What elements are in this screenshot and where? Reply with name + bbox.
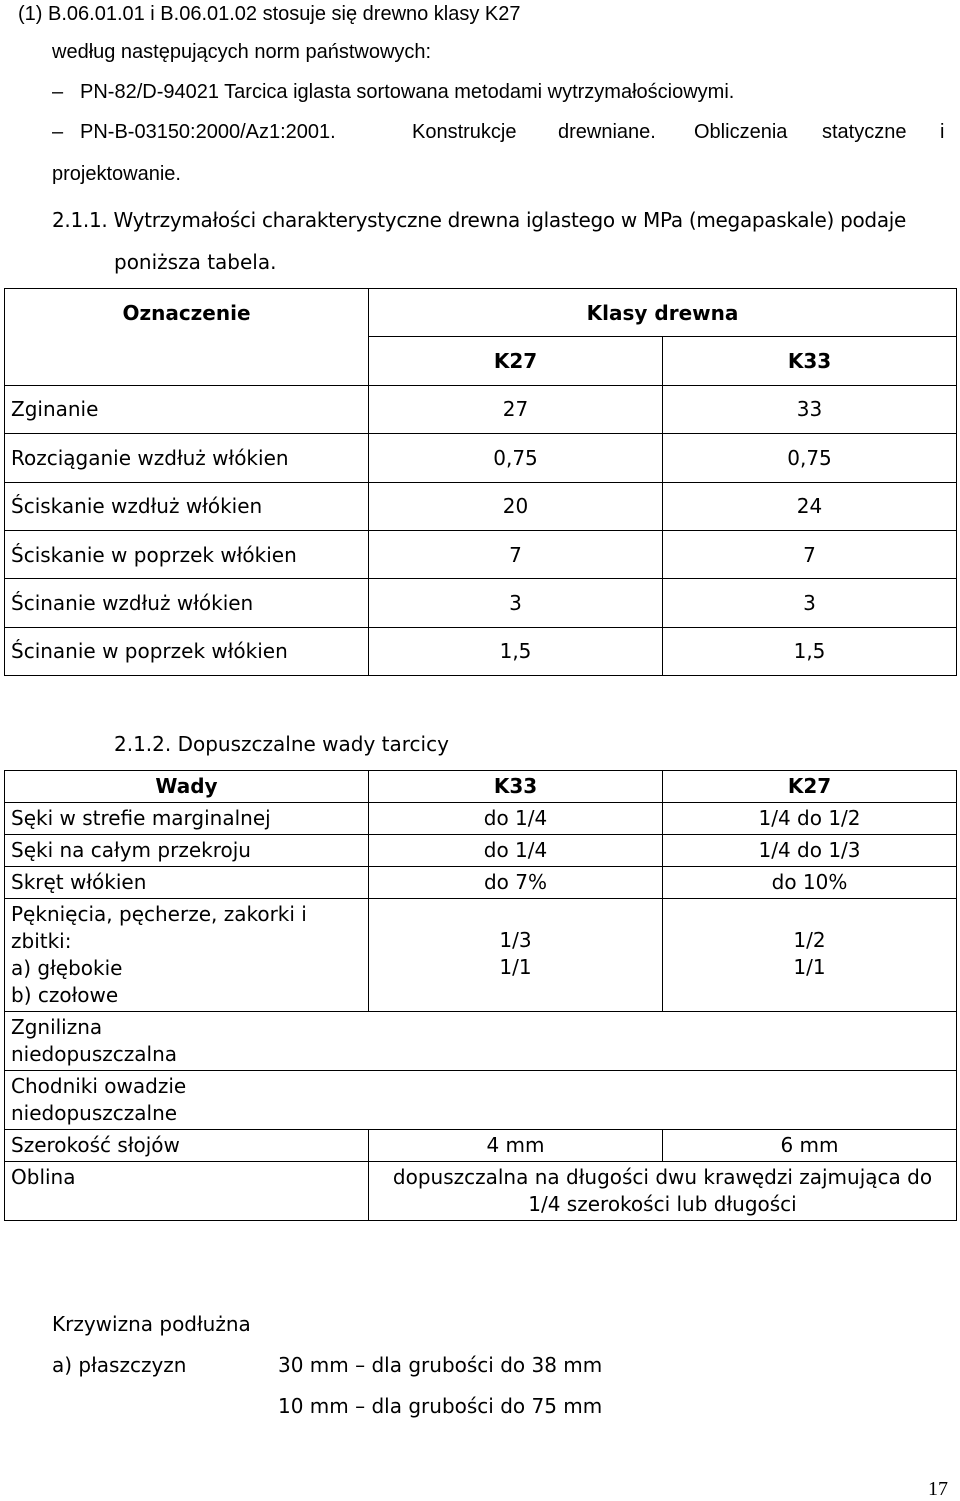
norm-1-dash: – bbox=[52, 81, 64, 103]
defect-label: Skręt włókien bbox=[5, 867, 369, 899]
row-k33: 0,75 bbox=[663, 434, 957, 482]
row-label: Ściskanie wzdłuż włókien bbox=[5, 482, 369, 530]
rot-line-1: Zgnilizna bbox=[11, 1015, 103, 1039]
norm-2-part-e: statyczne bbox=[822, 121, 907, 143]
header-designation: Oznaczenie bbox=[5, 289, 369, 337]
rot-empty bbox=[369, 1012, 957, 1071]
curvature-value-1: 30 mm – dla grubości do 38 mm bbox=[278, 1353, 603, 1377]
norm-2-part-d: Obliczenia bbox=[694, 121, 788, 143]
section-2-1-1-continuation: poniższa tabela. bbox=[114, 250, 277, 274]
cracks-line-4: b) czołowe bbox=[11, 983, 119, 1007]
wane-line-2: 1/4 szerokości lub długości bbox=[528, 1192, 797, 1216]
strength-table bbox=[4, 288, 957, 676]
row-k33: 7 bbox=[663, 530, 957, 578]
cracks-line-1: Pęknięcia, pęcherze, zakorki i bbox=[11, 902, 307, 926]
section-2-1-1: 2.1.1. Wytrzymałości charakterystyczne drewna iglastego w MPa (megapaskale) podaje bbox=[52, 208, 907, 232]
row-k27: 20 bbox=[369, 482, 663, 530]
norm-2-part-c: drewniane. bbox=[558, 121, 656, 143]
section-2-1-2: 2.1.2. Dopuszczalne wady tarcicy bbox=[114, 732, 449, 756]
defect-k27: 1/4 do 1/3 bbox=[663, 835, 957, 867]
row-label: Ściskanie w poprzek włókien bbox=[5, 530, 369, 578]
wane-line-1: dopuszczalna na długości dwu krawędzi zajmująca do bbox=[392, 1165, 933, 1189]
header-k33: K33 bbox=[369, 771, 663, 803]
row-k33: 33 bbox=[663, 385, 957, 433]
insects-empty bbox=[369, 1071, 957, 1130]
row-k33: 3 bbox=[663, 579, 957, 627]
defect-k27: do 10% bbox=[663, 867, 957, 899]
insects-line-1: Chodniki owadzie bbox=[11, 1074, 187, 1098]
defect-label: Sęki w strefie marginalnej bbox=[5, 803, 369, 835]
cracks-k33 bbox=[369, 899, 663, 1012]
defect-label-rot bbox=[5, 1012, 369, 1071]
defect-label: Szerokość słojów bbox=[5, 1130, 369, 1162]
row-k27: 1,5 bbox=[369, 627, 663, 675]
curvature-label: a) płaszczyzn bbox=[52, 1353, 187, 1377]
defect-label-insects bbox=[5, 1071, 369, 1130]
norm-2-part-f: i bbox=[940, 121, 945, 143]
norm-2-continuation: projektowanie. bbox=[52, 163, 181, 185]
norm-1: PN-82/D-94021 Tarcica iglasta sortowana metodami wytrzymałościowymi. bbox=[80, 81, 735, 103]
wane-value bbox=[369, 1162, 957, 1221]
row-label: Ścinanie wzdłuż włókien bbox=[5, 579, 369, 627]
cracks-k27 bbox=[663, 899, 957, 1012]
cracks-k27-end: 1/1 bbox=[793, 955, 826, 979]
row-label: Ścinanie w poprzek włókien bbox=[5, 627, 369, 675]
row-label: Rozciąganie wzdłuż włókien bbox=[5, 434, 369, 482]
header-k27: K27 bbox=[663, 771, 957, 803]
intro-line-2: według następujących norm państwowych: bbox=[52, 41, 432, 63]
header-defects: Wady bbox=[5, 771, 369, 803]
cracks-k33-deep: 1/3 bbox=[499, 928, 532, 952]
insects-line-2: niedopuszczalne bbox=[11, 1101, 178, 1125]
page-number: 17 bbox=[928, 1478, 948, 1500]
header-class-k27: K27 bbox=[369, 337, 663, 385]
cracks-line-2: zbitki: bbox=[11, 929, 72, 953]
header-class-k33: K33 bbox=[663, 337, 957, 385]
defect-label: Sęki na całym przekroju bbox=[5, 835, 369, 867]
cracks-k27-deep: 1/2 bbox=[793, 928, 826, 952]
defects-table bbox=[4, 770, 957, 1221]
row-k27: 27 bbox=[369, 385, 663, 433]
row-k33: 24 bbox=[663, 482, 957, 530]
norm-2-part-b: Konstrukcje bbox=[412, 121, 517, 143]
norm-2-dash: – bbox=[52, 121, 64, 143]
rot-line-2: niedopuszczalna bbox=[11, 1042, 177, 1066]
defect-k27: 1/4 do 1/2 bbox=[663, 803, 957, 835]
defect-k33: do 1/4 bbox=[369, 835, 663, 867]
cracks-line-3: a) głębokie bbox=[11, 956, 123, 980]
row-k27: 7 bbox=[369, 530, 663, 578]
defect-label-cracks bbox=[5, 899, 369, 1012]
defect-k33: do 1/4 bbox=[369, 803, 663, 835]
cracks-k33-end: 1/1 bbox=[499, 955, 532, 979]
row-k27: 3 bbox=[369, 579, 663, 627]
defect-label-wane: Oblina bbox=[5, 1162, 369, 1221]
row-k33: 1,5 bbox=[663, 627, 957, 675]
defect-k33: do 7% bbox=[369, 867, 663, 899]
defect-k27: 6 mm bbox=[663, 1130, 957, 1162]
row-label: Zginanie bbox=[5, 385, 369, 433]
norm-2-part-a: PN-B-03150:2000/Az1:2001. bbox=[80, 121, 336, 143]
row-k27: 0,75 bbox=[369, 434, 663, 482]
defect-k33: 4 mm bbox=[369, 1130, 663, 1162]
curvature-title: Krzywizna podłużna bbox=[52, 1312, 251, 1336]
header-wood-classes: Klasy drewna bbox=[369, 289, 957, 337]
curvature-value-2: 10 mm – dla grubości do 75 mm bbox=[278, 1394, 603, 1418]
intro-line-1: (1) B.06.01.01 i B.06.01.02 stosuje się drewno klasy K27 bbox=[18, 3, 521, 25]
header-designation-empty bbox=[5, 337, 369, 385]
